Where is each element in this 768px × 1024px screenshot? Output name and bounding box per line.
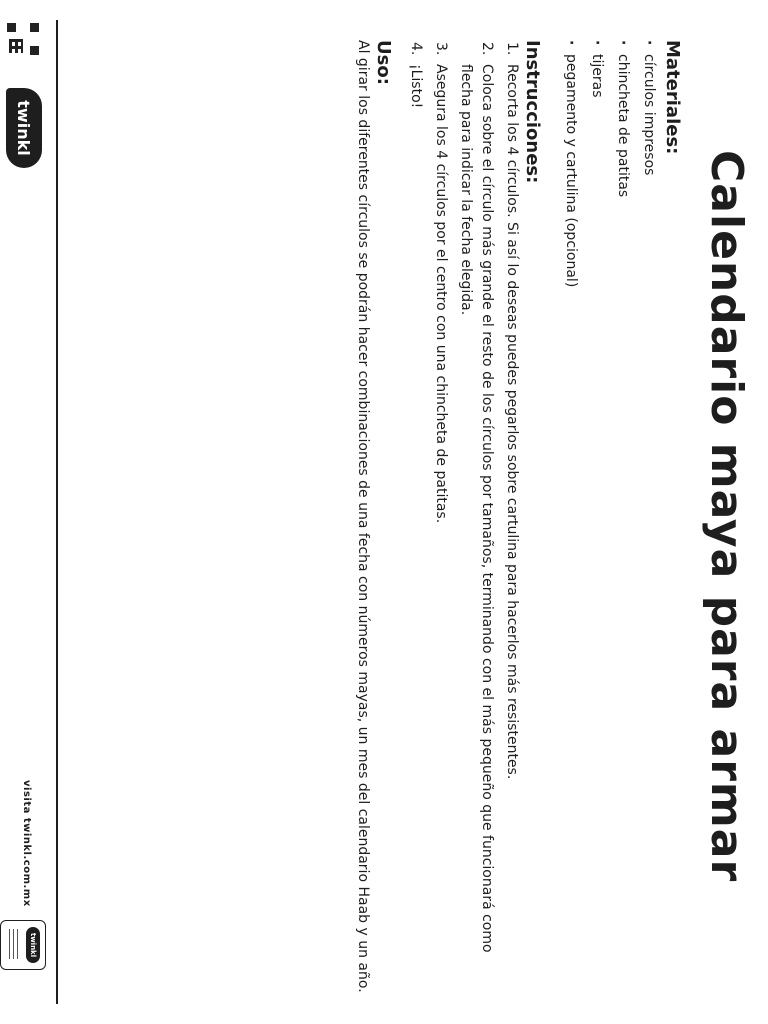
list-item [501,40,522,980]
bullet-icon: · [615,40,631,46]
twinkl-logo-icon[interactable] [6,88,42,168]
list-item [455,40,497,980]
instructions-list [405,40,522,980]
visit-link[interactable]: visita twinkl.com.mx [21,780,32,907]
list-item [636,40,662,980]
content-area [352,40,683,993]
material-label: círculos impresos [641,54,657,176]
step-text: Recorta los 4 círculos. Si así lo deseas puedes pegarlos sobre cartulina para hacerlos más resistentes. [504,64,520,780]
step-number: 3. [433,42,449,56]
step-number: 4. [408,42,424,56]
material-label: tijeras [589,54,605,98]
brand-label: twinkl [14,100,34,156]
materials-section [558,40,682,980]
material-label: chincheta de patitas [615,54,631,198]
twinkl-badge-icon [0,920,46,970]
usage-text: Al girar los diferentes círculos se podrán hacer combinaciones de una fecha con números mayas, un mes del calendario Haab y un año. [355,40,371,993]
materials-heading: Materiales: [662,40,683,155]
bullet-icon: · [641,40,657,46]
step-text: ¡Listo! [408,64,424,109]
badge-label: twinkl [26,927,40,963]
list-item [610,40,636,980]
page-title: Calendario maya para armar [701,150,752,883]
qr-code-icon[interactable] [6,22,40,56]
usage-heading: Uso: [373,40,394,85]
list-item [558,40,584,980]
list-item [584,40,610,980]
step-number: 2. [479,42,495,56]
material-label: pegamento y cartulina (opcional) [563,54,579,288]
usage-section [352,40,394,993]
step-text: Coloca sobre el círculo más grande el resto de los círculos por tamaños, terminando con el más pequeño que funcionará como flecha para indicar la fecha elegida. [458,64,495,953]
badge-lines-icon [9,929,21,959]
list-item [405,40,426,980]
bullet-icon: · [563,40,579,46]
instructions-heading: Instrucciones: [522,40,543,184]
instructions-section [405,40,542,980]
footer-divider [56,20,58,1004]
bullet-icon: · [589,40,605,46]
materials-list [558,40,662,980]
list-item [430,40,451,980]
step-text: Asegura los 4 círculos por el centro con una chincheta de patitas. [433,64,449,524]
page-footer [0,0,52,1024]
step-number: 1. [504,42,520,56]
